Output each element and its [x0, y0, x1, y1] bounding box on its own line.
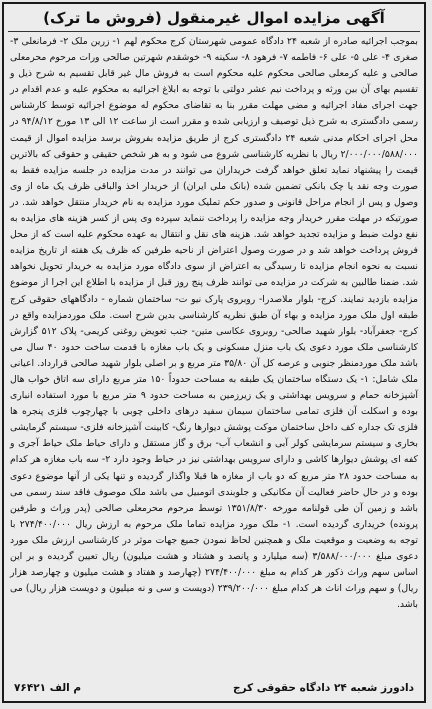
notice-body: بموجب اجرائیه صادره از شعبه ۲۴ دادگاه عمومی شهرستان کرج محکوم لهم ۱- زرین ملک ۲- فرمانعلی ۳- صغری ۴- علی ۵- علی ۶- فاطمه ۷- فرهود ۸- سکینه ۹- خوشقدم شهرتین صالحی ورات مرحوم محرمعلی صالحی و علیه کرمعلی صالحی محکوم علیه محکوم است به فروش مال غیر قابل تقسیم به شرح ذیل و تقسیم بهای آن بین ورثه و پرداخت نیم عشر دولتی با توجه به ابلاغ اجرائیه به محکوم علیه و عدم اقدام در جهت اجرای مفاد اجرائیه و مضی مهلت مقرر بنا به تقاضای محکوم له موضوع اجرائیه توسط کارشناس رسمی دادگستری به شرح ذیل توصیف و ارزیابی شده و مقرر است از ساعت ۱۲ الی ۱۳ مورخ ۹۴/۸/۱۲ در محل اجرای احکام مدنی شعبه ۲۴ دادگستری کرج از طریق مزایده بفروش برسد مزایده اموال از قیمت ۲/۰۰۰/۰۰۰/۵۸۸/۰۰۰ ریال با نظریه کارشناسی شروع می شود و به هر شخص حقیقی و حقوقی که بالاترین قیمت را پیشنهاد نماید تعلق خواهد گرفت خریداران می توانند در مدت مزایده در جلسه مزایده فقط به صورت وجه نقد یا چک بانکی تضمین شده (بانک ملی ایران) از خریدار اخذ والباقی ظرف یک ماه از وی وصول و پس از انجام مراحل قانونی و صدور حکم تملیک مورد مزایده به نام خریدار منتقل خواهد شد. در صورتیکه در مهلت مقرر خریدار وجه مزایده را پرداخت ننماید سپرده وی پس از کسر هزینه های مزایده به نفع دولت ضبط و مزایده تجدید خواهد شد. هزینه های نقل و انتقال به عهده محکوم علیه است که از محل فروش پرداخت خواهد شد و در صورت وصول اعتراض از ناحیه طرفین که ظرف یک هفته از تاریخ مزایده نسبت به نحوه انجام مزایده تا رسیدگی به اعتراض از سوی دادگاه مورد مزایده به خریدار تحویل نخواهد شد. ضمنا طالبین به شرکت در مزایده می توانند ظرف پنج روز قبل از مزایده با اطلاع این اجرا از موضوع مزایده بازدید نمایند. کرج- بلوار ملاصدرا- روبروی پارک نیو ت- ساختمان شماره - دادگاههای حقوقی کرج طبقه اول ملک مورد مزایده و بهاء آن طبق نظریه کارشناسی بدین شرح است. ملک موردمزایده واقع در کرج- جعفرآباد- بلوار شهید صالحی- روبروی عکاسی متین- جنب تعویض روغنی کریمی- پلاک ۵۱۲ گزارش کارشناسی ملک مورد دعوی یک باب منزل مسکونی و یک باب مغازه با قدمت ساخت حدود ۴۰ سال می باشد ملک موردمنظر جنوبی و عرصه کل آن ۳۵/۸۰ متر مربع و بر اصلی بلوار شهید صالحی قرارداد. اعیانی ملک شامل: ۱- یک دستگاه ساختمان یک طبقه به مساحت حدوداً ۱۵۰ متر مربع دارای سه اتاق خواب هال آشپزخانه حمام و سرویس بهداشتی و یک زیرزمین به مساحت حدود ۹ متر مربع با مورد استفاده انباری بوده و اسکلت آن فلزی تمامی ساختمان سیمان سفید درهای داخلی چوبی با چهارچوب فلزی پنجره ها فلزی تک جداره کف داخل ساختمان موکت پوشش دیوارها رنگ- کابینت آشپزخانه فلزی- سیستم گرمایشی بخاری و سیستم سرمایشی کولر آبی و انشعاب آب- برق و گاز مستقل و دارای حیاط ملک حیاط آجری و کفه ای پوشش دیوارها کاشی و دارای سرویس بهداشتی نیز در حیاط وجود دارد ۲- سه باب مغازه هر کدام به مساحت حدود ۲۸ متر مربع که دو باب از مغازه ها قبلا واگذار گردیده و تنها یکی از آنها موضوع دعوی بوده و در حال حاضر فعالیت آن مکانیکی و جلوبندی اتومبیل می باشد ملک موصوف فاقد سند رسمی می باشد و زمین آن طی قولنامه مورخه ۱۳۵۱/۸/۳۰ توسط مرحوم محرمعلی صالحی (پدر وراث و طرفین پرونده) خریداری گردیده است. ۱- ملک مورد مزایده تماما ملک مرحوم به ارزش ریال ۲۷۴/۴۰۰/۰۰۰ با توجه به وضعیت و موقعیت ملک و همچنین لحاظ نمودن جمیع جهات موثر در کارشناسی ارزش ملک مورد دعوی مبلغ ۳/۵۸۸/۰۰۰/۰۰۰ (سه میلیارد و پانصد و هشتاد و هشت میلیون) ریال تعیین گردیده و بر این اساس سهم وراث ذکور هر کدام به مبلغ ۲۷۴/۴۰۰/۰۰۰ (چهارصد و هفتاد و هشت میلیون و چهارصد هزار ریال) و سهم وراث اناث هر کدام مبلغ ۲۳۹/۲۰۰/۰۰۰ (دویست و سی و نه میلیون و دویست هزار ریال) می باشد.	[10, 36, 419, 611]
legal-notice	[2, 2, 426, 703]
notice-title: آگهی مزایده اموال غیرمنقول (فروش ما ترک)	[43, 9, 385, 27]
notice-footer	[4, 675, 424, 701]
notice-signature: دادورز شعبه ۲۴ دادگاه حقوقی کرج	[232, 682, 414, 694]
notice-reference-number: م الف ۷۶۴۲۱	[14, 682, 82, 694]
